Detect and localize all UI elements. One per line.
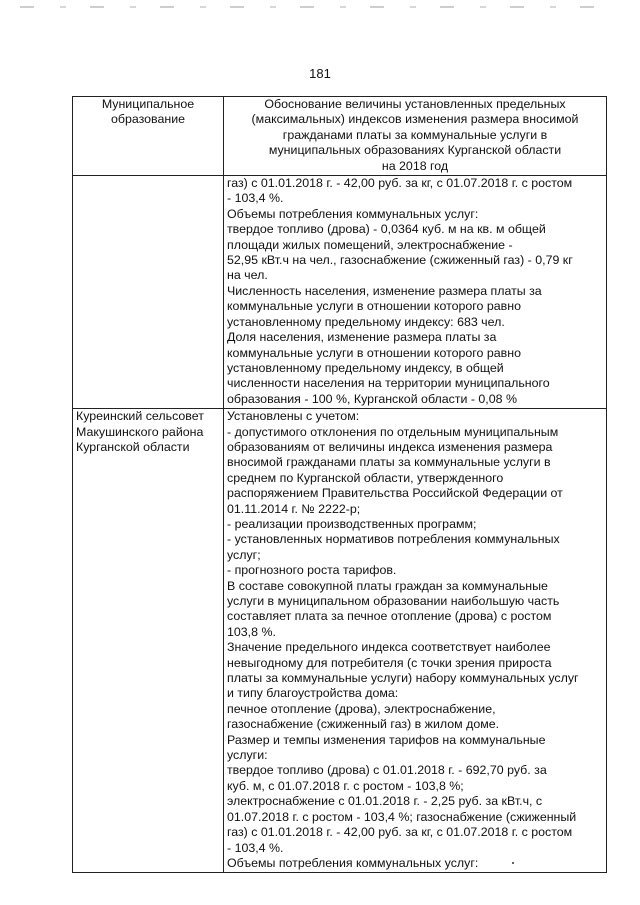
text-line: 01.07.2018 г. с ростом - 103,4 %; газоснабжение (сжиженный bbox=[227, 809, 577, 824]
text-line: печное отопление (дрова), электроснабжение, bbox=[227, 701, 496, 716]
municipality-line: Макушинского района bbox=[76, 424, 204, 439]
text-line: услуги в муниципальном образовании наибольшую часть bbox=[227, 594, 560, 608]
text-line: В составе совокупной платы граждан за коммунальные bbox=[227, 578, 548, 593]
municipality-line: Куреинский сельсовет bbox=[76, 409, 204, 424]
text-line: на чел. bbox=[227, 268, 268, 283]
header-justification-line: на 2018 год bbox=[381, 158, 449, 173]
header-justification-line: гражданами платы за коммунальные услуги в bbox=[282, 127, 548, 142]
header-justification-line: муниципальных образованиях Курганской области bbox=[268, 143, 562, 158]
text-line: площади жилых помещений, электроснабжение - bbox=[227, 237, 513, 252]
text-line: 01.11.2014 г. № 2222-р; bbox=[227, 501, 361, 516]
header-municipality-line: Муниципальное bbox=[101, 97, 195, 111]
text-line: твердое топливо (дрова) - 0,0364 куб. м на кв. м общей bbox=[227, 222, 546, 237]
text-line: Численность населения, изменение размера платы за bbox=[227, 283, 542, 298]
header-justification-line: Обоснование величины установленных предельных bbox=[264, 97, 566, 111]
justification-table bbox=[72, 96, 607, 873]
text-line: установленному предельному индексу, в общей bbox=[227, 360, 504, 375]
justification-cell bbox=[224, 409, 607, 873]
text-line: - реализации производственных программ; bbox=[227, 516, 477, 531]
text-line: твердое топливо (дрова) с 01.01.2018 г. - 692,70 руб. за bbox=[227, 763, 547, 778]
text-line: невыгодному для потребителя (с точки зрения прироста bbox=[227, 655, 552, 670]
text-line: платы за коммунальные услуги) набору коммунальных услуг bbox=[227, 671, 579, 686]
text-line: - установленных нормативов потребления коммунальных bbox=[227, 532, 560, 547]
table-row bbox=[73, 409, 607, 873]
text-line: газ) с 01.01.2018 г. - 42,00 руб. за кг, с 01.07.2018 г. с ростом bbox=[227, 825, 573, 840]
text-line: услуги: bbox=[227, 748, 268, 763]
text-line: Объемы потребления коммунальных услуг: bbox=[227, 206, 479, 221]
text-line: Размер и темпы изменения тарифов на коммунальные bbox=[227, 732, 546, 747]
text-line: услуг; bbox=[227, 547, 261, 562]
text-line: образования - 100 %, Курганской области - 0,08 % bbox=[227, 391, 517, 406]
text-line: вносимой гражданами платы за коммунальные услуги в bbox=[227, 455, 551, 470]
header-municipality-line: образование bbox=[110, 112, 186, 127]
text-line: распоряжением Правительства Российской Федерации от bbox=[227, 486, 563, 501]
text-line: коммунальные услуги в отношении которого равно bbox=[227, 299, 521, 314]
text-line: коммунальные услуги в отношении которого равно bbox=[227, 345, 521, 360]
text-line: установленному предельному индексу: 683 чел. bbox=[227, 314, 505, 329]
scan-speck bbox=[512, 862, 514, 864]
text-line: - 103,4 %. bbox=[227, 191, 284, 206]
page-number: 181 bbox=[309, 66, 331, 81]
header-municipality bbox=[73, 97, 224, 176]
text-line: и типу благоустройства дома: bbox=[227, 686, 399, 701]
text-line: численности населения на территории муниципального bbox=[227, 376, 550, 391]
text-line: газ) с 01.01.2018 г. - 42,00 руб. за кг, с 01.07.2018 г. с ростом bbox=[227, 176, 573, 191]
municipality-cell bbox=[73, 409, 224, 873]
table-row bbox=[73, 176, 607, 409]
text-line: 52,95 кВт.ч на чел., газоснабжение (сжиженный газ) - 0,79 кг bbox=[227, 253, 573, 268]
text-line: Доля населения, изменение размера платы за bbox=[227, 330, 497, 345]
text-line: 103,8 %. bbox=[227, 624, 276, 639]
municipality-line: Курганской области bbox=[76, 439, 190, 454]
justification-cell bbox=[224, 176, 607, 409]
table-header-row bbox=[73, 97, 607, 176]
scan-edge-marks bbox=[20, 6, 620, 8]
text-line: Значение предельного индекса соответствует наиболее bbox=[227, 640, 551, 655]
text-line: электроснабжение с 01.01.2018 г. - 2,25 руб. за кВт.ч, с bbox=[227, 794, 543, 809]
municipality-cell-empty bbox=[73, 176, 224, 409]
text-line: среднем по Курганской области, утвержденного bbox=[227, 470, 504, 485]
header-justification bbox=[224, 97, 607, 176]
text-line: - прогнозного роста тарифов. bbox=[227, 563, 397, 578]
text-line: образованиям от величины индекса изменения размера bbox=[227, 439, 553, 454]
text-line: - допустимого отклонения по отдельным муниципальным bbox=[227, 424, 559, 439]
text-line: составляет плата за печное отопление (дрова) с ростом bbox=[227, 609, 552, 624]
text-line: Установлены с учетом: bbox=[227, 409, 360, 424]
text-line: куб. м, с 01.07.2018 г. с ростом - 103,8 %; bbox=[227, 778, 464, 793]
text-line: Объемы потребления коммунальных услуг: bbox=[227, 855, 479, 870]
header-justification-line: (максимальных) индексов изменения размера вносимой bbox=[251, 112, 579, 127]
text-line: газоснабжение (сжиженный газ) в жилом доме. bbox=[227, 717, 500, 732]
text-line: - 103,4 %. bbox=[227, 840, 284, 855]
